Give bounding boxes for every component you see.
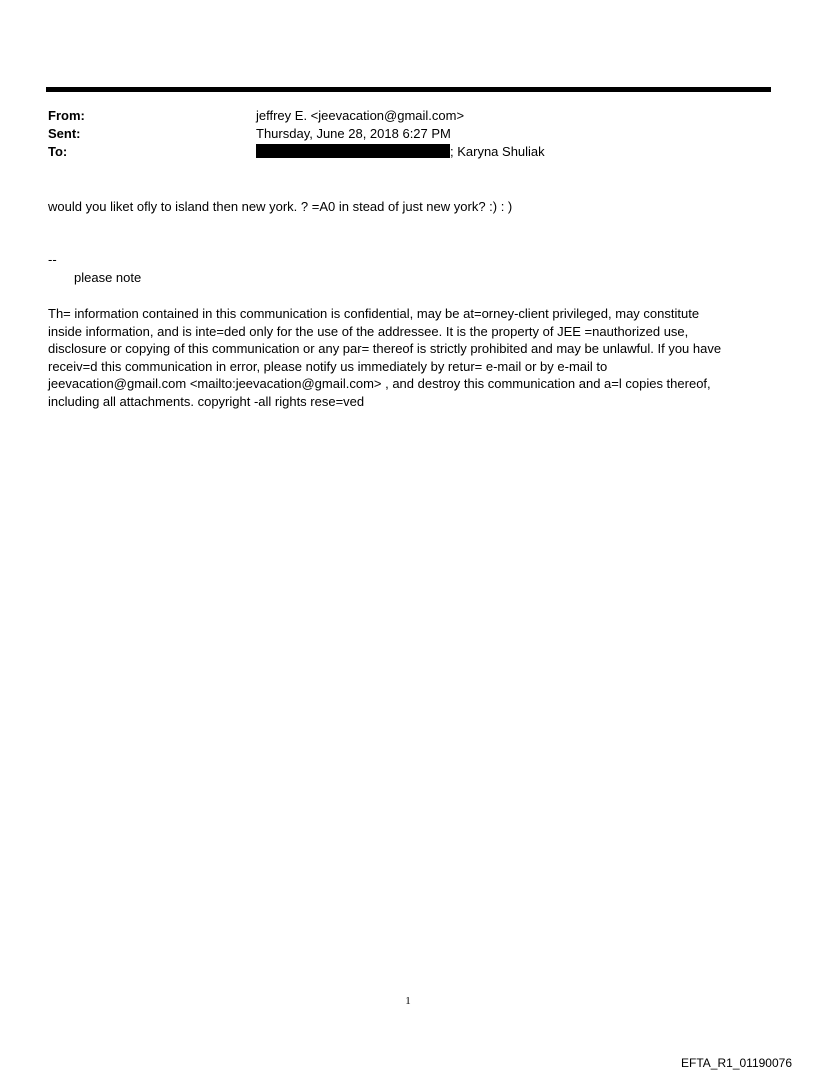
- disclaimer-line: jeevacation@gmail.com <mailto:jeevacation@gmail.com> , and destroy this communication and a=l copies thereof,: [48, 376, 711, 391]
- document-id: EFTA_R1_01190076: [681, 1056, 792, 1070]
- redaction-bar: [256, 144, 450, 158]
- to-value: ; Karyna Shuliak: [450, 144, 545, 159]
- disclaimer-line: Th= information contained in this communication is confidential, may be at=orney-client privileged, may constitute: [48, 306, 700, 321]
- from-row: [48, 107, 768, 125]
- to-label: To:: [48, 144, 68, 159]
- signature-separator: --: [48, 252, 57, 267]
- to-row: [48, 143, 768, 161]
- sent-label: Sent:: [48, 126, 81, 141]
- email-header: [48, 107, 768, 161]
- signature-note: please note: [74, 270, 142, 285]
- to-value-container: [256, 143, 545, 161]
- sent-row: [48, 125, 768, 143]
- disclaimer-line: receiv=d this communication in error, please notify us immediately by retur= e-mail or by e-mail to: [48, 358, 608, 374]
- message-body: would you liket ofly to island then new york. ? =A0 in stead of just new york? :) : ): [48, 199, 513, 214]
- disclaimer-line: inside information, and is inte=ded only for the use of the addressee. It is the property of JEE =nauthorized use,: [48, 323, 689, 339]
- sent-value: Thursday, June 28, 2018 6:27 PM: [256, 126, 451, 141]
- disclaimer-line: including all attachments. copyright -all rights rese=ved: [48, 393, 365, 409]
- page-number: 1: [405, 995, 411, 1007]
- header-divider: [46, 87, 771, 92]
- from-value: jeffrey E. <jeevacation@gmail.com>: [256, 108, 465, 123]
- confidentiality-disclaimer: [48, 305, 773, 410]
- from-label: From:: [48, 108, 85, 123]
- disclaimer-line: disclosure or copying of this communication or any par= thereof is strictly prohibited and may be unlawful. If you have: [48, 341, 722, 356]
